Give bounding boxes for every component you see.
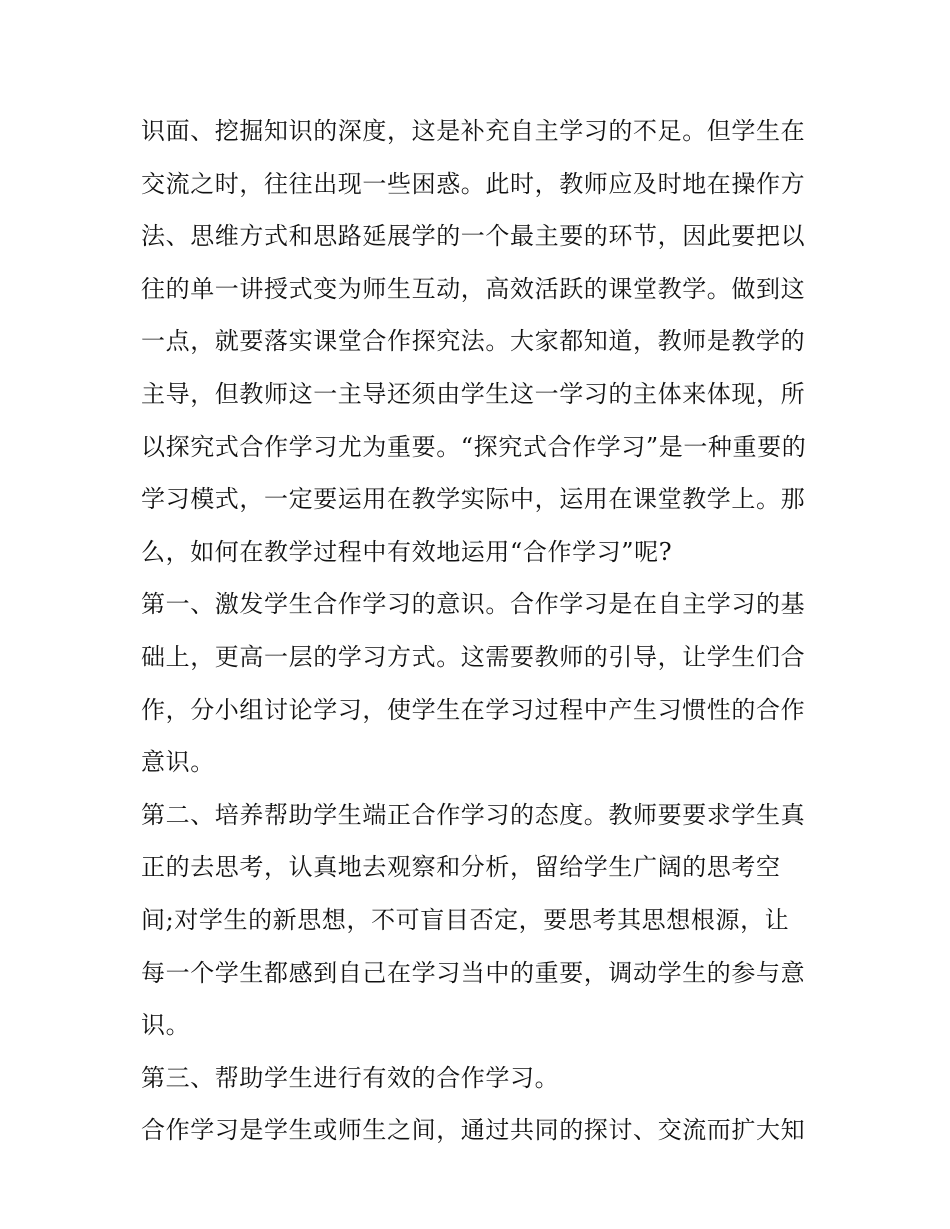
text-line: 意识。 [141,748,215,777]
text-line: 每一个学生都感到自己在学习当中的重要，调动学生的参与意 [141,958,806,987]
paragraph-first-line: 合作学习是学生或师生之间，通过共同的探讨、交流而扩大知 [141,1116,806,1145]
text-line: 识。 [141,1011,191,1040]
text-line: 以探究式合作学习尤为重要。“探究式合作学习”是一种重要的 [141,432,807,461]
text-line: 础上，更高一层的学习方式。这需要教师的引导，让学生们合 [141,642,806,671]
text-line: 主导，但教师这一主导还须由学生这一学习的主体来体现，所 [141,379,806,408]
text-line: 识面、挖掘知识的深度，这是补充自主学习的不足。但学生在 [141,117,806,145]
text-line: 正的去思考，认真地去观察和分析，留给学生广阔的思考空 [141,853,781,882]
text-line: 学习模式，一定要运用在教学实际中，运用在课堂教学上。那 [141,485,806,514]
paragraph-first-line: 第二、培养帮助学生端正合作学习的态度。教师要要求学生真 [141,800,806,829]
text-line: 么，如何在教学过程中有效地运用“合作学习”呢? [141,537,673,566]
text-line: 法、思维方式和思路延展学的一个最主要的环节，因此要把以 [141,222,806,251]
paragraph-first-line: 第三、帮助学生进行有效的合作学习。 [141,1063,560,1092]
text-line: 一点，就要落实课堂合作探究法。大家都知道，教师是教学的 [141,327,806,356]
text-line: 交流之时，往往出现一些困惑。此时，教师应及时地在操作方 [141,169,806,198]
text-line: 往的单一讲授式变为师生互动，高效活跃的课堂教学。做到这 [141,274,806,303]
paragraph-first-line: 第一、激发学生合作学习的意识。合作学习是在自主学习的基 [141,590,806,619]
document-body [141,108,821,1160]
text-line: 间;对学生的新思想，不可盲目否定，要思考其思想根源，让 [141,905,790,934]
text-line: 作，分小组讨论学习，使学生在学习过程中产生习惯性的合作 [141,695,806,724]
